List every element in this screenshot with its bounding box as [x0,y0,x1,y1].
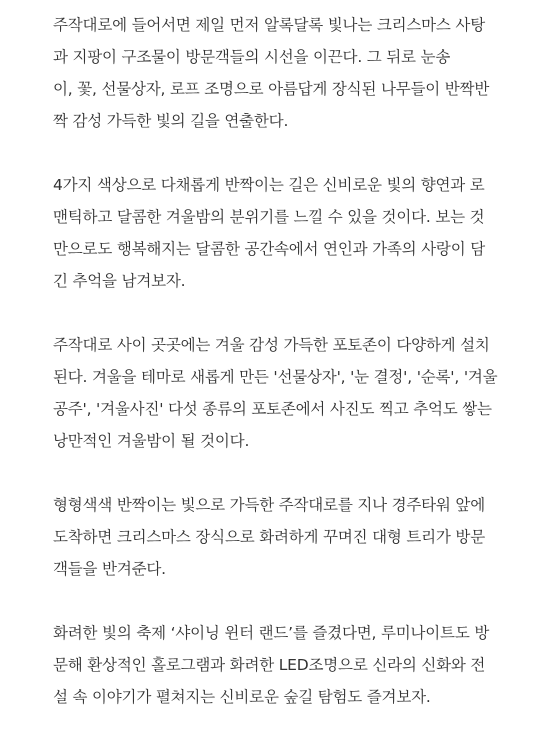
text-line: 된다. 겨울을 테마로 새롭게 만든 '선물상자', '눈 결정', '순록', '겨울 [53,368,498,386]
text-line: 주작대로 사이 곳곳에는 겨울 감성 가득한 포토존이 다양하게 설치 [53,336,490,354]
paragraph-3 [53,329,498,457]
paragraph-1 [53,9,493,137]
text-line: 화려한 빛의 축제 ‘샤이닝 윈터 랜드’를 즐겼다면, 루미나이트도 방 [53,624,490,642]
text-line: 주작대로에 들어서면 제일 먼저 알록달록 빛나는 크리스마스 사탕 [53,16,485,34]
text-line: 설 속 이야기가 펼쳐지는 신비로운 숲길 탐험도 즐겨보자. [53,688,431,706]
text-line: 긴 추억을 남겨보자. [53,272,186,290]
text-line: 짝 감성 가득한 빛의 길을 연출한다. [53,112,289,130]
text-line: 문해 환상적인 홀로그램과 화려한 LED조명으로 신라의 신화와 전 [53,656,486,674]
paragraph-4 [53,489,493,585]
text-line: 도착하면 크리스마스 장식으로 화려하게 꾸며진 대형 트리가 방문 [53,528,485,546]
text-line: 낭만적인 겨울밤이 될 것이다. [53,432,250,450]
text-line: 이, 꽃, 선물상자, 로프 조명으로 아름답게 장식된 나무들이 반짝반 [53,80,490,98]
text-line: 공주', '겨울사진' 다섯 종류의 포토존에서 사진도 찍고 추억도 쌓는 [53,400,492,418]
paragraph-2 [53,169,493,297]
paragraph-5 [53,617,493,713]
article-body [53,9,498,745]
text-line: 만으로도 행복해지는 달콤한 공간속에서 연인과 가족의 사랑이 담 [53,240,485,258]
text-line: 4가지 색상으로 다채롭게 반짝이는 길은 신비로운 빛의 향연과 로 [53,176,485,194]
text-line: 형형색색 반짝이는 빛으로 가득한 주작대로를 지나 경주타워 앞에 [53,496,485,514]
text-line: 과 지팡이 구조물이 방문객들의 시선을 이끈다. 그 뒤로 눈송 [53,48,451,66]
text-line: 맨틱하고 달콤한 겨울밤의 분위기를 느낄 수 있을 것이다. 보는 것 [53,208,485,226]
text-line: 객들을 반겨준다. [53,560,166,578]
